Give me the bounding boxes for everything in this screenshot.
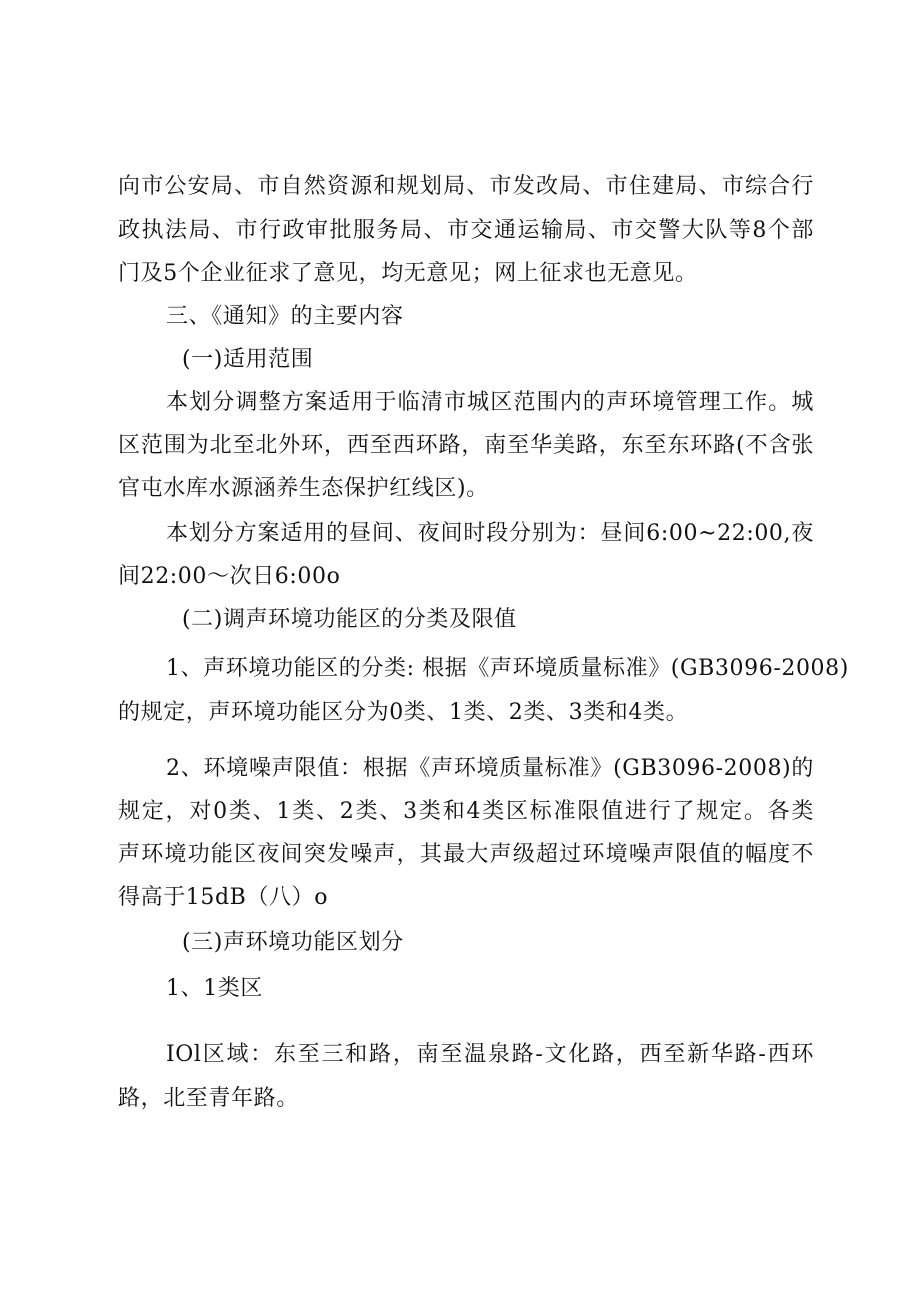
body-text-line: 区范围为北至北外环，西至西环路，南至华美路，东至东环路(不含张 <box>118 433 814 458</box>
body-text-line: 规定，对0类、1类、2类、3类和4类区标准限值进行了规定。各类 <box>118 799 814 824</box>
section-heading: 三、《通知》的主要内容 <box>166 304 404 329</box>
body-text-line: 得高于15dB（八）o <box>118 885 329 910</box>
body-text-line: 门及5个企业征求了意见，均无意见；网上征求也无意见。 <box>118 261 698 286</box>
subsection-heading: 1、1类区 <box>166 976 263 1001</box>
body-text-line: 向市公安局、市自然资源和规划局、市发改局、市住建局、市综合行 <box>118 174 814 199</box>
body-text-line: 政执法局、市行政审批服务局、市交通运输局、市交警大队等8个部 <box>118 218 814 243</box>
body-text-line: 官屯水库水源涵养生态保护红线区)。 <box>118 476 489 501</box>
body-text-line: 2、环境噪声限值：根据《声环境质量标准》(GB3096-2008)的 <box>166 756 814 781</box>
body-text-line: 声环境功能区夜间突发噪声，其最大声级超过环境噪声限值的幅度不 <box>118 842 814 867</box>
body-text-line: 的规定，声环境功能区分为0类、1类、2类、3类和4类。 <box>118 700 689 725</box>
body-text-line: 本划分调整方案适用于临清市城区范围内的声环境管理工作。城 <box>166 390 814 415</box>
body-text-line: IOl区域：东至三和路，南至温泉路-文化路，西至新华路-西环 <box>166 1042 814 1067</box>
body-text-line: 本划分方案适用的昼间、夜间时段分别为：昼间6:00~22:00,夜 <box>166 521 814 546</box>
body-text-line: 路，北至青年路。 <box>118 1086 299 1111</box>
subsection-heading: (三)声环境功能区划分 <box>182 930 404 955</box>
body-text-line: 间22:00～次日6:00o <box>118 564 341 589</box>
subsection-heading: (二)调声环境功能区的分类及限值 <box>182 607 517 632</box>
subsection-heading: (一)适用范围 <box>182 347 314 372</box>
body-text-line: 1、声环境功能区的分类: 根据《声环境质量标准》(GB3096-2008) <box>166 656 849 681</box>
